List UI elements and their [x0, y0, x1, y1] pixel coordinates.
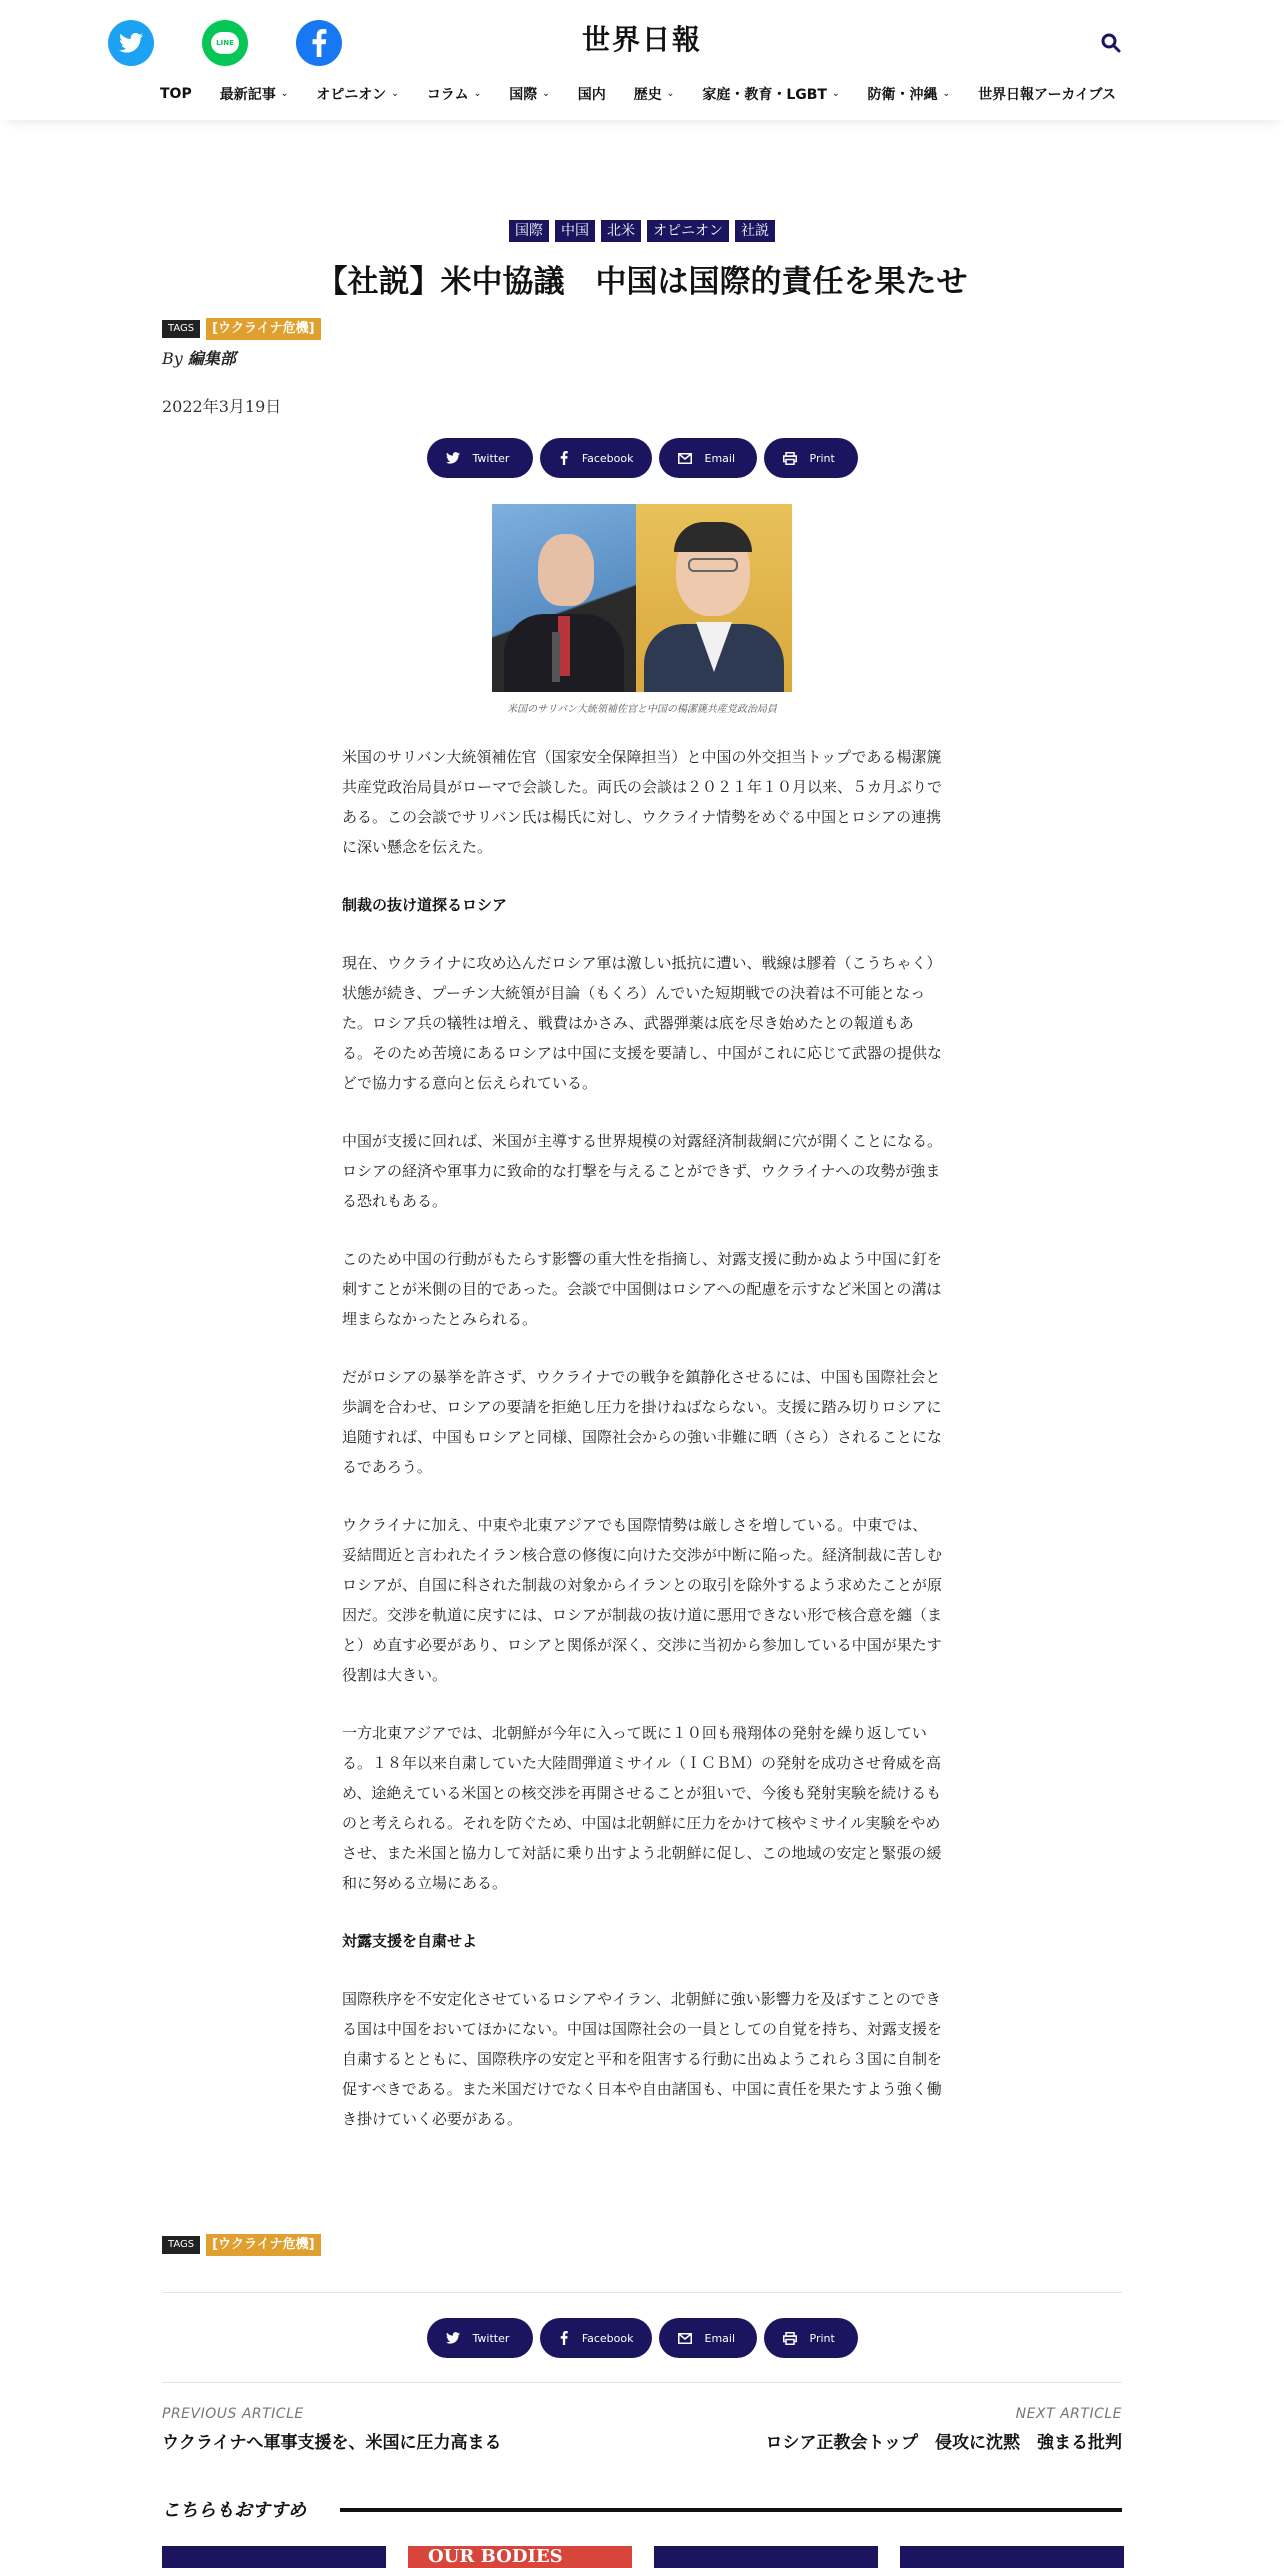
- share-facebook-button[interactable]: [540, 2318, 652, 2358]
- email-icon: [677, 2333, 693, 2344]
- site-logo[interactable]: 世界日報: [581, 23, 702, 56]
- category-badge[interactable]: 北米: [601, 220, 641, 242]
- recommend-rule: [340, 2508, 1122, 2512]
- tags-label: TAGS: [162, 2236, 200, 2254]
- nav-item[interactable]: [316, 84, 399, 104]
- chevron-down-icon: ⌄: [831, 89, 840, 99]
- nav-item[interactable]: [220, 84, 289, 104]
- nav-item-label: 世界日報アーカイブス: [978, 87, 1116, 103]
- paragraph: ウクライナに加え、中東や北東アジアでも国際情勢は厳しさを増している。中東では、妥結間近と言われたイラン核合意の修復に向けた交渉が中断に陥った。経済制裁に苦しむロシアが、自国に科された制裁の対象からイランとの取引を除外するよう求めたことが原因だ。交渉を軌道に戻すには、ロシアが制裁の抜け道に悪用できない形で核合意を纏（まと）め直す必要があり、ロシアと関係が深く、交渉に当初から参加している中国が果たす役割は大きい。: [342, 1516, 943, 1684]
- nav-item-label: オピニオン: [316, 87, 387, 103]
- main-nav: [160, 84, 1144, 104]
- nav-item[interactable]: [978, 84, 1116, 104]
- section-heading: 制裁の抜け道探るロシア: [342, 896, 508, 914]
- twitter-icon: [445, 452, 461, 464]
- article-body: [342, 742, 942, 2162]
- chevron-down-icon: ⌄: [942, 89, 951, 99]
- recommend-thumb[interactable]: OUR BODIES: [408, 2546, 632, 2568]
- nav-item[interactable]: [160, 84, 192, 104]
- nav-item-label: コラム: [426, 87, 469, 103]
- search-icon[interactable]: [1098, 30, 1124, 56]
- chevron-down-icon: ⌄: [391, 89, 399, 99]
- nav-item-label: 家庭・教育・LGBT: [702, 87, 827, 103]
- print-icon: [782, 452, 798, 465]
- category-badge[interactable]: 社説: [735, 220, 775, 242]
- tags-row-top: [162, 318, 321, 340]
- next-article-link[interactable]: [766, 2406, 1123, 2453]
- share-email-label: Email: [704, 451, 736, 465]
- paragraph: 一方北東アジアでは、北朝鮮が今年に入って既に１０回も飛翔体の発射を繰り返している。１８年以来自粛していた大陸間弾道ミサイル（ＩＣＢＭ）の発射を成功させ脅威を高め、途絶えている米国との核交渉を再開させることが狙いで、今後も発射実験を続けるものと考えられる。それを防ぐため、中国は北朝鮮に圧力をかけて核やミサイル実験をやめさせ、また米国と協力して対話に乗り出すよう北朝鮮に促し、この地域の安定と緊張の緩和に努める立場にある。: [342, 1724, 942, 1892]
- twitter-icon: [445, 2332, 461, 2344]
- print-button[interactable]: [764, 438, 858, 478]
- share-bar-bottom: [0, 2318, 1284, 2358]
- photo-caption: 米国のサリバン大統領補佐官と中国の楊潔篪共産党政治局員: [507, 704, 777, 715]
- email-icon: [677, 453, 693, 464]
- photo-left-portrait: [492, 504, 636, 692]
- print-button[interactable]: [764, 2318, 858, 2358]
- paragraph: 国際秩序を不安定化させているロシアやイラン、北朝鮮に強い影響力を及ぼすことのできる国は中国をおいてほかにない。中国は国際社会の一員としての自覚を持ち、対露支援を自粛するとともに、国際秩序の安定と平和を阻害する行動に出ぬようこれら３国に自制を促すべきである。また米国だけでなく日本や自由諸国も、中国に責任を果たすよう強く働き掛けていく必要がある。: [342, 1990, 943, 2128]
- category-badge[interactable]: 中国: [555, 220, 595, 242]
- previous-article-title: ウクライナへ軍事支援を、米国に圧力高まる: [162, 2433, 502, 2453]
- photo-right-portrait: [636, 504, 792, 692]
- byline: [162, 346, 236, 369]
- nav-item-label: TOP: [160, 86, 192, 102]
- next-article-title: ロシア正教会トップ 侵攻に沈黙 強まる批判: [765, 2433, 1122, 2453]
- facebook-icon: [558, 2331, 570, 2345]
- nav-item[interactable]: [427, 84, 481, 104]
- share-facebook-label: Facebook: [581, 451, 634, 465]
- share-facebook-label: Facebook: [581, 2331, 634, 2345]
- category-badge[interactable]: オピニオン: [647, 220, 729, 242]
- share-twitter-button[interactable]: [427, 2318, 533, 2358]
- recommend-thumb[interactable]: [162, 2546, 386, 2568]
- share-email-button[interactable]: [659, 2318, 757, 2358]
- chevron-down-icon: ⌄: [280, 89, 289, 99]
- twitter-icon[interactable]: [108, 20, 154, 66]
- publish-date: 2022年3月19日: [162, 397, 282, 416]
- previous-article-label: PREVIOUS ARTICLE: [162, 2406, 304, 2422]
- share-twitter-button[interactable]: [427, 438, 533, 478]
- nav-item-label: 最新記事: [219, 87, 276, 103]
- facebook-icon[interactable]: [296, 20, 342, 66]
- category-badge[interactable]: 国際: [509, 220, 549, 242]
- share-bar-top: [0, 438, 1284, 478]
- nav-item[interactable]: [634, 84, 675, 104]
- recommend-heading: こちらもおすすめ: [162, 2500, 307, 2521]
- nav-item[interactable]: [509, 84, 550, 104]
- facebook-icon: [558, 451, 570, 465]
- divider: [162, 2292, 1122, 2293]
- share-twitter-label: Twitter: [472, 2331, 510, 2345]
- print-label: Print: [809, 2331, 835, 2345]
- paragraph: だがロシアの暴挙を許さず、ウクライナでの戦争を鎮静化させるには、中国も国際社会と歩調を合わせ、ロシアの要請を拒絶し圧力を掛けねばならない。支援に踏み切りロシアに追随すれば、中国もロシアと同様、国際社会からの強い非難に晒（さら）されることになるであろう。: [342, 1368, 943, 1476]
- article-photo: [492, 504, 792, 692]
- category-list: [0, 220, 1284, 242]
- tag-link[interactable]: [ウクライナ危機]: [206, 2234, 321, 2256]
- line-icon[interactable]: [202, 20, 248, 66]
- share-facebook-button[interactable]: [540, 438, 652, 478]
- chevron-down-icon: ⌄: [473, 89, 482, 99]
- nav-item-label: 国内: [577, 87, 606, 103]
- nav-item[interactable]: [702, 84, 839, 104]
- line-icon-bubble: LINE: [211, 32, 239, 54]
- nav-item-label: 歴史: [633, 87, 662, 103]
- recommend-thumb[interactable]: [654, 2546, 878, 2568]
- section-heading: 対露支援を自粛せよ: [342, 1932, 478, 1950]
- article-title: 【社説】米中協議 中国は国際的責任を果たせ: [316, 264, 968, 300]
- chevron-down-icon: ⌄: [542, 89, 550, 99]
- divider: [162, 2382, 1122, 2383]
- author-link[interactable]: 編集部: [187, 349, 236, 368]
- nav-item-label: 国際: [509, 87, 538, 103]
- tags-row-bottom: [162, 2234, 321, 2256]
- by-prefix: By: [162, 349, 183, 368]
- paragraph: 米国のサリバン大統領補佐官（国家安全保障担当）と中国の外交担当トップである楊潔篪共産党政治局員がローマで会談した。両氏の会談は２０２１年１０月以来、５カ月ぶりである。この会談でサリバン氏は楊氏に対し、ウクライナ情勢をめぐる中国とロシアの連携に深い懸念を伝えた。: [342, 748, 943, 856]
- share-email-button[interactable]: [659, 438, 757, 478]
- print-label: Print: [809, 451, 835, 465]
- chevron-down-icon: ⌄: [666, 89, 675, 99]
- paragraph: このため中国の行動がもたらす影響の重大性を指摘し、対露支援に動かぬよう中国に釘を刺すことが米側の目的であった。会談で中国側はロシアへの配慮を示すなど米国との溝は埋まらなかったとみられる。: [342, 1250, 943, 1328]
- nav-item-label: 防衛・沖縄: [867, 87, 938, 103]
- paragraph: 現在、ウクライナに攻め込んだロシア軍は激しい抵抗に遭い、戦線は膠着（こうちゃく）状態が続き、プーチン大統領が目論（もくろ）んでいた短期戦での決着は不可能となった。ロシア兵の犠牲は増え、戦費はかさみ、武器弾薬は底を尽き始めたとの報道もある。そのため苦境にあるロシアは中国に支援を要請し、中国がこれに応じて武器の提供などで協力する意向と伝えられている。: [342, 954, 943, 1092]
- tag-link[interactable]: [ウクライナ危機]: [206, 318, 321, 340]
- next-article-label: NEXT ARTICLE: [1015, 2406, 1122, 2422]
- share-twitter-label: Twitter: [472, 451, 510, 465]
- share-email-label: Email: [704, 2331, 736, 2345]
- nav-item[interactable]: [578, 84, 606, 104]
- recommend-thumb[interactable]: [900, 2546, 1124, 2568]
- paragraph: 中国が支援に回れば、米国が主導する世界規模の対露経済制裁網に穴が開くことになる。ロシアの経済や軍事力に致命的な打撃を与えることができず、ウクライナへの攻勢が強まる恐れもある。: [342, 1132, 943, 1210]
- print-icon: [782, 2332, 798, 2345]
- tags-label: TAGS: [162, 320, 200, 338]
- site-header: [0, 0, 1284, 120]
- previous-article-link[interactable]: [162, 2406, 502, 2453]
- nav-item[interactable]: [868, 84, 951, 104]
